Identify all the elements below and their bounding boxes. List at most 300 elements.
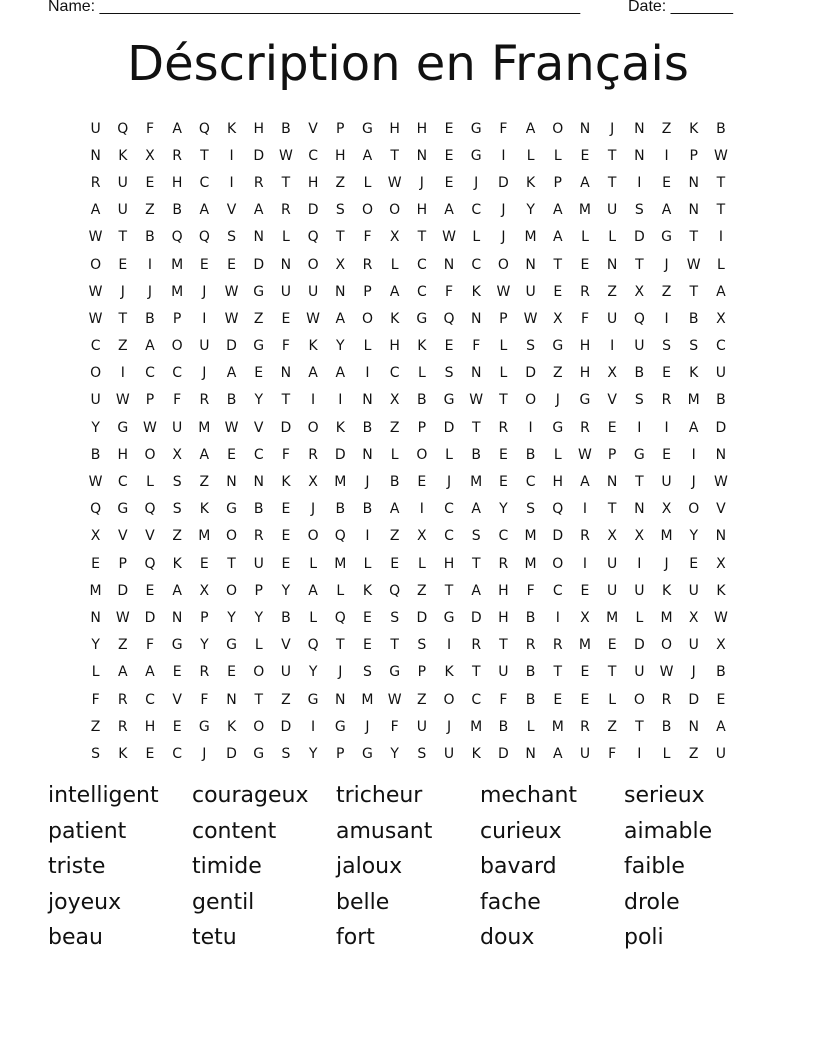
grid-letter[interactable]: E — [689, 555, 699, 572]
grid-letter[interactable]: F — [91, 691, 100, 708]
grid-letter[interactable]: T — [635, 256, 644, 273]
grid-letter[interactable]: W — [659, 664, 674, 681]
grid-letter[interactable]: W — [387, 691, 402, 708]
grid-letter[interactable]: C — [471, 691, 482, 708]
grid-letter[interactable]: C — [525, 474, 536, 491]
grid-letter[interactable]: U — [634, 582, 645, 599]
grid-letter[interactable]: F — [200, 691, 209, 708]
grid-letter[interactable]: Y — [308, 664, 318, 681]
grid-letter[interactable]: C — [253, 446, 264, 463]
grid-letter[interactable]: V — [716, 501, 726, 518]
grid-letter[interactable]: W — [224, 419, 239, 436]
grid-letter[interactable]: B — [661, 718, 672, 735]
grid-letter[interactable]: W — [387, 174, 402, 191]
grid-letter[interactable]: U — [443, 745, 455, 762]
grid-letter[interactable]: X — [389, 392, 400, 409]
grid-letter[interactable]: G — [579, 392, 591, 409]
grid-letter[interactable]: B — [90, 446, 101, 463]
grid-letter[interactable]: N — [606, 256, 618, 273]
grid-letter[interactable]: M — [524, 528, 537, 545]
grid-letter[interactable]: B — [362, 501, 373, 518]
grid-letter[interactable]: L — [608, 691, 617, 708]
grid-letter[interactable]: T — [471, 664, 481, 681]
grid-letter[interactable]: B — [525, 446, 536, 463]
grid-letter[interactable]: H — [579, 338, 591, 355]
grid-letter[interactable]: O — [307, 419, 319, 436]
grid-letter[interactable]: D — [633, 229, 645, 246]
grid-letter[interactable]: O — [307, 528, 319, 545]
grid-letter[interactable]: P — [553, 174, 562, 191]
grid-letter[interactable]: N — [90, 147, 101, 164]
grid-letter[interactable]: K — [661, 582, 672, 599]
grid-letter[interactable]: L — [635, 609, 644, 626]
grid-letter[interactable]: Y — [91, 637, 100, 654]
grid-letter[interactable]: L — [608, 229, 617, 246]
grid-letter[interactable]: B — [281, 609, 291, 626]
grid-letter[interactable]: W — [713, 474, 728, 491]
grid-letter[interactable]: G — [198, 718, 210, 735]
grid-letter[interactable]: A — [552, 745, 563, 762]
grid-letter[interactable]: E — [172, 718, 182, 735]
grid-letter[interactable]: T — [471, 555, 481, 572]
grid-letter[interactable]: I — [202, 310, 207, 327]
grid-letter[interactable]: E — [118, 256, 128, 273]
grid-letter[interactable]: I — [637, 745, 642, 762]
grid-letter[interactable]: U — [634, 338, 645, 355]
grid-letter[interactable]: M — [660, 528, 673, 545]
grid-letter[interactable]: V — [253, 419, 264, 436]
grid-letter[interactable]: J — [365, 474, 370, 491]
grid-letter[interactable]: P — [200, 609, 209, 626]
grid-letter[interactable]: G — [416, 310, 428, 327]
grid-letter[interactable]: D — [715, 419, 727, 436]
grid-letter[interactable]: C — [498, 528, 509, 545]
grid-letter[interactable]: T — [118, 229, 128, 246]
grid-letter[interactable]: E — [390, 555, 400, 572]
grid-letter[interactable]: R — [281, 202, 291, 219]
grid-letter[interactable]: K — [226, 718, 237, 735]
grid-letter[interactable]: L — [417, 365, 426, 382]
grid-letter[interactable]: Z — [417, 582, 427, 599]
grid-letter[interactable]: G — [443, 392, 455, 409]
grid-letter[interactable]: I — [501, 147, 506, 164]
grid-letter[interactable]: L — [309, 609, 317, 626]
grid-letter[interactable]: H — [579, 365, 591, 382]
grid-letter[interactable]: N — [362, 446, 373, 463]
grid-letter[interactable]: K — [362, 582, 373, 599]
grid-letter[interactable]: R — [580, 283, 590, 300]
grid-letter[interactable]: L — [282, 229, 290, 246]
grid-letter[interactable]: G — [253, 745, 265, 762]
grid-letter[interactable]: R — [552, 637, 563, 654]
grid-letter[interactable]: Q — [198, 229, 210, 246]
grid-letter[interactable]: B — [634, 365, 645, 382]
grid-letter[interactable]: I — [664, 147, 669, 164]
grid-letter[interactable]: T — [471, 419, 481, 436]
grid-letter[interactable]: Q — [144, 501, 156, 518]
grid-letter[interactable]: F — [173, 392, 182, 409]
grid-letter[interactable]: X — [716, 555, 726, 572]
grid-letter[interactable]: F — [363, 229, 372, 246]
grid-letter[interactable]: A — [335, 365, 346, 382]
grid-letter[interactable]: C — [416, 256, 427, 273]
grid-letter[interactable]: E — [607, 419, 617, 436]
grid-letter[interactable]: K — [118, 147, 128, 164]
grid-letter[interactable]: G — [117, 501, 129, 518]
name-field-label[interactable]: Name: ______________________________________________________ — [48, 0, 581, 15]
grid-letter[interactable]: J — [610, 120, 615, 137]
grid-letter[interactable]: A — [688, 419, 699, 436]
grid-letter[interactable]: E — [662, 174, 671, 191]
grid-letter[interactable]: E — [254, 365, 264, 382]
grid-letter[interactable]: H — [117, 446, 129, 463]
grid-letter[interactable]: O — [226, 528, 238, 545]
grid-letter[interactable]: N — [335, 691, 346, 708]
grid-letter[interactable]: Y — [254, 609, 263, 626]
grid-letter[interactable]: I — [311, 718, 316, 735]
grid-letter[interactable]: T — [607, 147, 617, 164]
grid-letter[interactable]: H — [498, 582, 509, 599]
grid-letter[interactable]: I — [664, 310, 669, 327]
grid-letter[interactable]: L — [309, 555, 317, 572]
grid-letter[interactable]: E — [580, 256, 590, 273]
grid-letter[interactable]: J — [664, 256, 669, 273]
grid-letter[interactable]: U — [579, 745, 591, 762]
grid-letter[interactable]: B — [498, 718, 509, 735]
grid-letter[interactable]: H — [389, 120, 400, 137]
grid-letter[interactable]: A — [253, 202, 264, 219]
grid-letter[interactable]: H — [552, 474, 564, 491]
grid-letter[interactable]: L — [717, 256, 725, 273]
grid-letter[interactable]: N — [335, 283, 346, 300]
grid-letter[interactable]: Z — [607, 718, 617, 735]
grid-letter[interactable]: W — [713, 147, 728, 164]
grid-letter[interactable]: U — [117, 202, 128, 219]
grid-letter[interactable]: O — [171, 338, 183, 355]
grid-letter[interactable]: C — [172, 745, 183, 762]
grid-letter[interactable]: S — [91, 745, 101, 762]
grid-letter[interactable]: B — [362, 419, 373, 436]
grid-letter[interactable]: T — [281, 174, 291, 191]
grid-letter[interactable]: T — [553, 664, 563, 681]
grid-letter[interactable]: B — [172, 202, 182, 219]
grid-letter[interactable]: Q — [198, 120, 210, 137]
grid-letter[interactable]: Z — [253, 310, 264, 327]
grid-letter[interactable]: A — [444, 202, 454, 219]
grid-letter[interactable]: B — [145, 310, 155, 327]
grid-letter[interactable]: Z — [117, 338, 128, 355]
grid-letter[interactable]: N — [634, 120, 645, 137]
grid-letter[interactable]: T — [553, 256, 563, 273]
grid-letter[interactable]: Y — [200, 637, 209, 654]
grid-letter[interactable]: T — [336, 637, 345, 654]
grid-letter[interactable]: L — [526, 718, 535, 735]
grid-letter[interactable]: X — [335, 256, 346, 273]
grid-letter[interactable]: S — [526, 501, 536, 518]
grid-letter[interactable]: V — [281, 637, 291, 654]
grid-letter[interactable]: G — [552, 338, 564, 355]
grid-letter[interactable]: Q — [389, 582, 401, 599]
grid-letter[interactable]: E — [227, 446, 236, 463]
grid-letter[interactable]: I — [528, 419, 533, 436]
grid-letter[interactable]: T — [607, 501, 617, 518]
grid-letter[interactable]: W — [115, 392, 130, 409]
grid-letter[interactable]: Q — [334, 609, 346, 626]
grid-letter[interactable]: Y — [227, 609, 236, 626]
grid-letter[interactable]: Q — [307, 229, 319, 246]
grid-letter[interactable]: L — [472, 229, 481, 246]
grid-letter[interactable]: J — [691, 474, 696, 491]
grid-letter[interactable]: H — [389, 338, 400, 355]
grid-letter[interactable]: S — [227, 229, 236, 246]
grid-letter[interactable]: R — [90, 174, 101, 191]
grid-letter[interactable]: E — [716, 691, 726, 708]
grid-letter[interactable]: M — [578, 202, 592, 219]
grid-letter[interactable]: U — [307, 283, 319, 300]
grid-letter[interactable]: X — [308, 474, 318, 491]
grid-letter[interactable]: E — [145, 582, 155, 599]
grid-letter[interactable]: W — [88, 310, 103, 327]
grid-letter[interactable]: W — [88, 283, 103, 300]
grid-letter[interactable]: F — [608, 745, 617, 762]
grid-letter[interactable]: U — [253, 555, 264, 572]
grid-letter[interactable]: J — [501, 229, 506, 246]
grid-letter[interactable]: M — [171, 256, 184, 273]
grid-letter[interactable]: T — [200, 147, 209, 164]
grid-letter[interactable]: A — [580, 474, 590, 491]
grid-letter[interactable]: B — [471, 446, 482, 463]
grid-letter[interactable]: A — [389, 283, 400, 300]
grid-letter[interactable]: E — [281, 310, 291, 327]
grid-letter[interactable]: K — [471, 283, 481, 300]
grid-letter[interactable]: F — [145, 637, 154, 654]
grid-letter[interactable]: M — [361, 691, 374, 708]
grid-letter[interactable]: P — [172, 310, 182, 327]
grid-letter[interactable]: N — [634, 147, 645, 164]
grid-letter[interactable]: C — [308, 147, 318, 164]
grid-letter[interactable]: K — [471, 745, 481, 762]
grid-letter[interactable]: R — [117, 691, 128, 708]
grid-letter[interactable]: R — [253, 174, 264, 191]
grid-letter[interactable]: E — [199, 555, 209, 572]
grid-letter[interactable]: A — [525, 120, 536, 137]
grid-letter[interactable]: T — [118, 310, 128, 327]
grid-letter[interactable]: F — [472, 338, 481, 355]
grid-letter[interactable]: L — [417, 555, 426, 572]
grid-letter[interactable]: N — [280, 256, 292, 273]
grid-letter[interactable]: H — [335, 147, 346, 164]
grid-letter[interactable]: H — [144, 718, 156, 735]
grid-letter[interactable]: C — [716, 338, 726, 355]
grid-letter[interactable]: I — [446, 637, 452, 654]
grid-letter[interactable]: U — [90, 120, 101, 137]
grid-letter[interactable]: A — [145, 338, 155, 355]
grid-letter[interactable]: Y — [526, 202, 535, 219]
grid-letter[interactable]: T — [390, 637, 399, 654]
grid-letter[interactable]: I — [582, 501, 588, 518]
grid-letter[interactable]: X — [634, 283, 645, 300]
grid-letter[interactable]: T — [635, 718, 644, 735]
grid-letter[interactable]: D — [552, 528, 564, 545]
grid-letter[interactable]: H — [443, 555, 455, 572]
grid-letter[interactable]: A — [471, 501, 481, 518]
grid-letter[interactable]: O — [226, 582, 238, 599]
grid-letter[interactable]: N — [171, 609, 183, 626]
grid-letter[interactable]: H — [253, 120, 264, 137]
grid-letter[interactable]: R — [253, 528, 264, 545]
grid-letter[interactable]: U — [661, 474, 672, 491]
grid-letter[interactable]: S — [444, 365, 454, 382]
grid-letter[interactable]: G — [334, 718, 346, 735]
grid-letter[interactable]: E — [580, 664, 590, 681]
grid-letter[interactable]: R — [117, 718, 128, 735]
grid-letter[interactable]: X — [661, 501, 672, 518]
grid-letter[interactable]: T — [336, 229, 345, 246]
grid-letter[interactable]: E — [281, 501, 291, 518]
grid-letter[interactable]: B — [335, 501, 346, 518]
grid-letter[interactable]: J — [446, 718, 452, 735]
grid-letter[interactable]: J — [501, 202, 506, 219]
grid-letter[interactable]: E — [580, 582, 590, 599]
grid-letter[interactable]: B — [253, 501, 264, 518]
grid-letter[interactable]: K — [281, 474, 291, 491]
grid-letter[interactable]: Z — [661, 120, 672, 137]
grid-letter[interactable]: O — [416, 446, 428, 463]
grid-letter[interactable]: K — [226, 120, 237, 137]
grid-letter[interactable]: I — [691, 446, 696, 463]
grid-letter[interactable]: K — [335, 419, 345, 436]
grid-letter[interactable]: X — [634, 528, 645, 545]
grid-letter[interactable]: A — [471, 582, 481, 599]
grid-letter[interactable]: I — [147, 256, 153, 273]
grid-letter[interactable]: S — [471, 528, 481, 545]
grid-letter[interactable]: R — [172, 147, 183, 164]
grid-letter[interactable]: M — [334, 555, 347, 572]
grid-letter[interactable]: Z — [552, 365, 563, 382]
grid-letter[interactable]: J — [365, 718, 370, 735]
grid-letter[interactable]: I — [718, 229, 723, 246]
grid-letter[interactable]: N — [253, 229, 264, 246]
grid-letter[interactable]: N — [688, 202, 699, 219]
grid-letter[interactable]: G — [171, 637, 183, 654]
grid-letter[interactable]: D — [525, 365, 536, 382]
grid-letter[interactable]: S — [281, 745, 291, 762]
grid-letter[interactable]: D — [334, 446, 346, 463]
grid-letter[interactable]: G — [362, 120, 373, 137]
grid-letter[interactable]: E — [145, 745, 155, 762]
grid-letter[interactable]: W — [115, 609, 130, 626]
grid-letter[interactable]: I — [582, 555, 588, 572]
grid-letter[interactable]: N — [253, 474, 264, 491]
grid-letter[interactable]: A — [172, 120, 182, 137]
grid-letter[interactable]: A — [199, 446, 210, 463]
grid-letter[interactable]: N — [362, 392, 373, 409]
grid-letter[interactable]: C — [471, 256, 482, 273]
grid-letter[interactable]: T — [689, 283, 698, 300]
grid-letter[interactable]: S — [172, 474, 182, 491]
grid-letter[interactable]: T — [607, 174, 617, 191]
grid-letter[interactable]: X — [716, 310, 726, 327]
grid-letter[interactable]: R — [199, 664, 210, 681]
grid-letter[interactable]: A — [172, 582, 182, 599]
grid-letter[interactable]: U — [607, 555, 618, 572]
grid-letter[interactable]: W — [306, 310, 321, 327]
grid-letter[interactable]: G — [117, 419, 129, 436]
grid-letter[interactable]: O — [144, 446, 156, 463]
grid-letter[interactable]: E — [172, 664, 182, 681]
grid-letter[interactable]: Z — [607, 283, 617, 300]
grid-letter[interactable]: Z — [281, 691, 291, 708]
grid-letter[interactable]: M — [470, 474, 483, 491]
grid-letter[interactable]: G — [253, 338, 265, 355]
grid-letter[interactable]: K — [308, 338, 318, 355]
grid-letter[interactable]: N — [280, 365, 292, 382]
grid-letter[interactable]: S — [634, 392, 644, 409]
grid-letter[interactable]: L — [363, 555, 372, 572]
grid-letter[interactable]: Q — [334, 528, 346, 545]
grid-letter[interactable]: Z — [417, 691, 427, 708]
grid-letter[interactable]: N — [443, 256, 455, 273]
grid-letter[interactable]: U — [607, 202, 618, 219]
grid-letter[interactable]: P — [254, 582, 263, 599]
grid-letter[interactable]: Z — [661, 283, 672, 300]
grid-letter[interactable]: N — [470, 310, 482, 327]
grid-letter[interactable]: T — [689, 229, 698, 246]
grid-letter[interactable]: A — [389, 501, 400, 518]
grid-letter[interactable]: U — [172, 419, 183, 436]
grid-letter[interactable]: E — [444, 174, 454, 191]
grid-letter[interactable]: V — [117, 528, 128, 545]
grid-letter[interactable]: L — [553, 446, 562, 463]
grid-letter[interactable]: A — [226, 365, 237, 382]
grid-letter[interactable]: F — [390, 718, 399, 735]
grid-letter[interactable]: C — [444, 528, 454, 545]
grid-letter[interactable]: I — [637, 555, 642, 572]
grid-letter[interactable]: X — [199, 582, 210, 599]
grid-letter[interactable]: Z — [389, 419, 400, 436]
grid-letter[interactable]: P — [499, 310, 508, 327]
grid-letter[interactable]: A — [117, 664, 128, 681]
grid-letter[interactable]: Z — [389, 528, 400, 545]
grid-letter[interactable]: D — [470, 609, 482, 626]
grid-letter[interactable]: I — [610, 338, 615, 355]
grid-letter[interactable]: Q — [552, 501, 564, 518]
grid-letter[interactable]: P — [336, 745, 345, 762]
grid-letter[interactable]: N — [226, 474, 237, 491]
grid-letter[interactable]: A — [199, 202, 210, 219]
grid-letter[interactable]: S — [363, 664, 372, 681]
grid-letter[interactable]: I — [229, 147, 234, 164]
grid-letter[interactable]: F — [281, 338, 290, 355]
grid-letter[interactable]: M — [660, 609, 673, 626]
grid-letter[interactable]: B — [716, 392, 726, 409]
grid-letter[interactable]: M — [578, 637, 592, 654]
grid-letter[interactable]: Y — [336, 338, 345, 355]
grid-letter[interactable]: U — [715, 745, 727, 762]
grid-letter[interactable]: J — [555, 392, 560, 409]
grid-letter[interactable]: W — [88, 474, 103, 491]
grid-letter[interactable]: G — [470, 120, 482, 137]
grid-letter[interactable]: C — [416, 283, 427, 300]
grid-letter[interactable]: S — [689, 338, 699, 355]
grid-letter[interactable]: Q — [307, 637, 319, 654]
grid-letter[interactable]: E — [553, 691, 563, 708]
grid-letter[interactable]: I — [555, 609, 560, 626]
grid-letter[interactable]: U — [607, 310, 618, 327]
grid-letter[interactable]: L — [662, 745, 671, 762]
grid-letter[interactable]: M — [524, 555, 537, 572]
grid-letter[interactable]: O — [443, 691, 455, 708]
